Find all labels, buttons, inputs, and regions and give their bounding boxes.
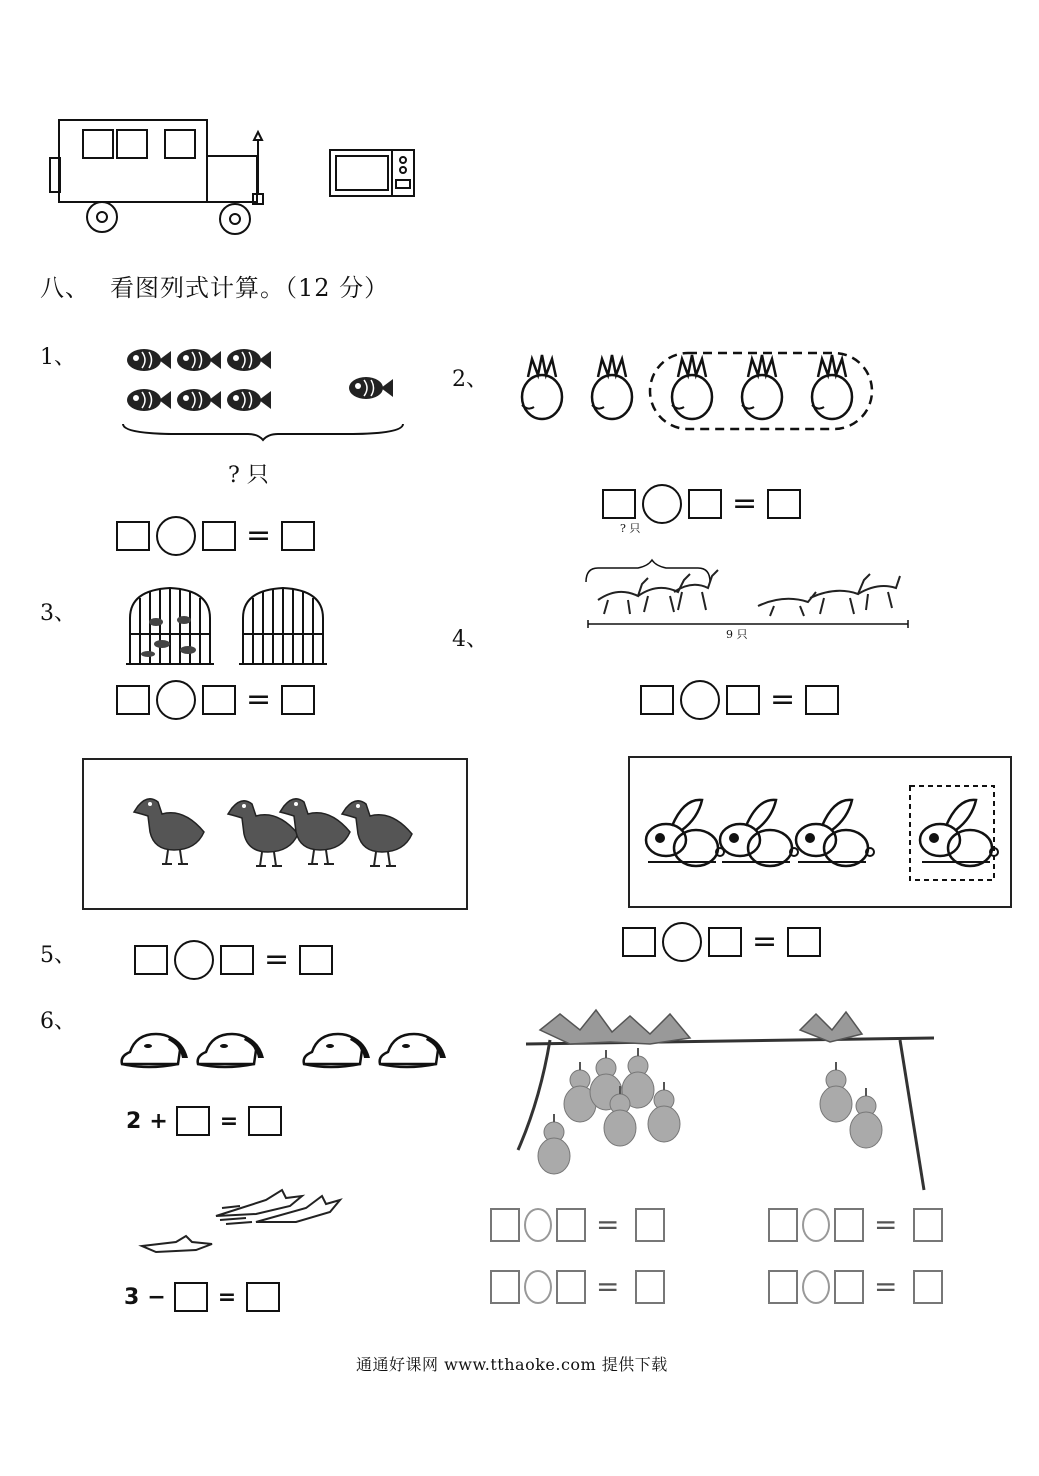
gourd-vine-icon xyxy=(500,1000,950,1200)
answer-box[interactable] xyxy=(913,1208,943,1242)
answer-box[interactable] xyxy=(116,521,150,551)
problem-4-label: 4、 xyxy=(452,627,488,652)
answer-box[interactable] xyxy=(176,1106,210,1136)
brace-label: ? 只 xyxy=(228,463,269,488)
answer-box[interactable] xyxy=(602,489,636,519)
answer-box[interactable] xyxy=(248,1106,282,1136)
answer-box[interactable] xyxy=(116,685,150,715)
answer-box[interactable] xyxy=(805,685,839,715)
answer-box[interactable] xyxy=(635,1208,665,1242)
footer-text: 通通好课网 www.tthaoke.com 提供下载 xyxy=(356,1355,668,1374)
equation-6-bottom: 3 − = xyxy=(124,1282,280,1312)
section-title: 看图列式计算。（12 分） xyxy=(110,274,390,302)
answer-box[interactable] xyxy=(281,521,315,551)
answer-box[interactable] xyxy=(767,489,801,519)
problem-6-label: 6、 xyxy=(40,1009,76,1034)
problem-1-label: 1、 xyxy=(40,345,76,370)
deer-top-label: ? 只 xyxy=(620,522,641,535)
answer-box[interactable] xyxy=(134,945,168,975)
answer-box[interactable] xyxy=(174,1282,208,1312)
answer-box[interactable] xyxy=(622,927,656,957)
cap-group-icon xyxy=(116,1026,452,1076)
operator-circle[interactable] xyxy=(524,1270,552,1304)
deer-bottom-label: 9 只 xyxy=(726,628,748,641)
answer-box[interactable] xyxy=(834,1208,864,1242)
operator-circle[interactable] xyxy=(156,516,196,556)
operator-circle[interactable] xyxy=(802,1270,830,1304)
answer-box[interactable] xyxy=(708,927,742,957)
microwave-icon xyxy=(328,148,418,198)
answer-box[interactable] xyxy=(913,1270,943,1304)
equation-2: = xyxy=(602,484,801,524)
operator-circle[interactable] xyxy=(642,484,682,524)
answer-box[interactable] xyxy=(768,1208,798,1242)
gourd-equation-2: = xyxy=(768,1208,943,1242)
gourd-equation-1: = xyxy=(490,1208,665,1242)
answer-box[interactable] xyxy=(726,685,760,715)
answer-box[interactable] xyxy=(768,1270,798,1304)
answer-box[interactable] xyxy=(299,945,333,975)
equation-4: = xyxy=(640,680,839,720)
airplane-group-icon xyxy=(136,1180,346,1260)
answer-box[interactable] xyxy=(246,1282,280,1312)
rabbit-group-icon xyxy=(640,782,1010,882)
answer-box[interactable] xyxy=(556,1208,586,1242)
answer-box[interactable] xyxy=(490,1208,520,1242)
answer-box[interactable] xyxy=(490,1270,520,1304)
deer-group-icon xyxy=(578,530,918,640)
answer-box[interactable] xyxy=(640,685,674,715)
birdcage-icon xyxy=(118,584,338,668)
problem-2-label: 2、 xyxy=(452,367,488,392)
operator-circle[interactable] xyxy=(524,1208,552,1242)
truck-icon xyxy=(45,118,275,243)
carrot-group-icon xyxy=(512,345,882,435)
gourd-equation-3: = xyxy=(490,1270,665,1304)
operator-circle[interactable] xyxy=(662,922,702,962)
answer-box[interactable] xyxy=(688,489,722,519)
duck-group-icon xyxy=(120,786,420,886)
answer-box[interactable] xyxy=(635,1270,665,1304)
operator-circle[interactable] xyxy=(174,940,214,980)
operator-circle[interactable] xyxy=(802,1208,830,1242)
equation-3: = xyxy=(116,680,315,720)
answer-box[interactable] xyxy=(556,1270,586,1304)
operator-circle[interactable] xyxy=(156,680,196,720)
equation-5b: = xyxy=(622,922,821,962)
problem-5-label: 5、 xyxy=(40,943,76,968)
answer-box[interactable] xyxy=(834,1270,864,1304)
answer-box[interactable] xyxy=(220,945,254,975)
operator-circle[interactable] xyxy=(680,680,720,720)
answer-box[interactable] xyxy=(281,685,315,715)
answer-box[interactable] xyxy=(787,927,821,957)
answer-box[interactable] xyxy=(202,685,236,715)
equation-5: = xyxy=(134,940,333,980)
answer-box[interactable] xyxy=(202,521,236,551)
fish-group-icon xyxy=(118,340,408,440)
problem-3-label: 3、 xyxy=(40,601,76,626)
section-number: 八、 xyxy=(40,274,90,302)
equation-1: = xyxy=(116,516,315,556)
gourd-equation-4: = xyxy=(768,1270,943,1304)
equation-6-top: 2 + = xyxy=(126,1106,282,1136)
